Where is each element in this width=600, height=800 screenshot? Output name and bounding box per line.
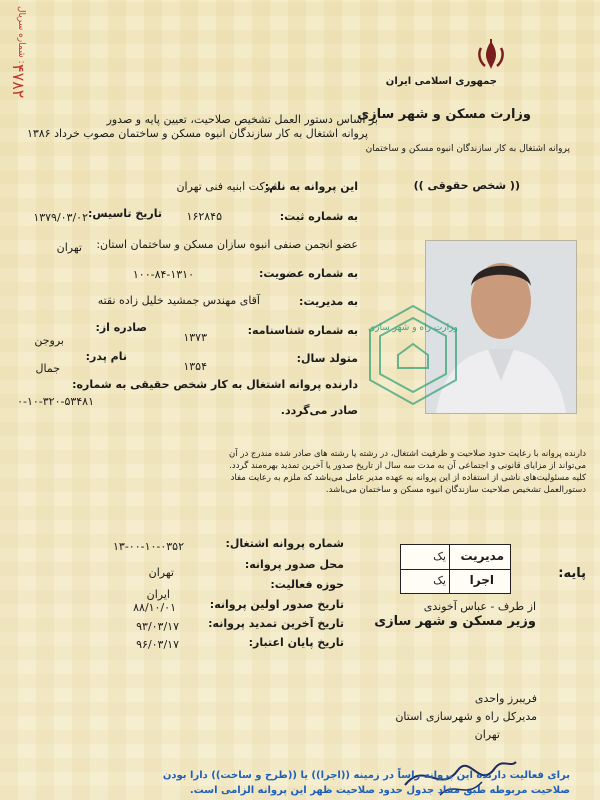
birth-label: متولد سال:	[296, 352, 358, 365]
first-issue-label: تاریخ صدور اولین پروانه:	[209, 598, 344, 611]
intro-line-1: بر اساس دستور العمل تشخیص صلاحیت، تعیین پایه و صدور	[106, 113, 378, 126]
serial-number	[6, 6, 28, 126]
on-behalf-text: از طرف - عباس آخوندی	[423, 600, 536, 613]
member-value: تهران	[56, 241, 82, 254]
signer-province: تهران	[474, 728, 500, 741]
serial-value: ۴۷۸۲	[9, 64, 28, 99]
issue-place-label: محل صدور پروانه:	[244, 558, 344, 571]
notice-line-3: کلیه مسئولیت‌های ناشی از استفاده از این پروانه به عهده مدیر عامل می‌باشد که ملزم به رعایت مفاد	[230, 473, 586, 483]
official-stamp-icon	[358, 300, 468, 410]
iran-emblem-icon	[474, 38, 508, 72]
stamp-text: وزارت راه و شهر سازی	[368, 323, 458, 333]
name-label: این پروانه به نام:	[264, 180, 358, 193]
license-subtitle: پروانه اشتغال به کار سازندگان انبوه مسکن و ساختمان	[365, 144, 570, 154]
father-value: جمال	[35, 362, 60, 375]
scope-label: حوزه فعالیت:	[270, 578, 344, 591]
regnum-value: ۱۶۲۸۴۵	[186, 210, 222, 223]
license-number-label: شماره پروانه اشتغال:	[225, 537, 344, 550]
signer-title: مدیرکل راه و شهرسازی استان	[395, 710, 537, 723]
issued-from-value: بروجن	[34, 334, 64, 347]
footer-line-2: صلاحیت مربوطه طبق مفاد جدول حدود صلاحیت ظهر این پروانه الزامی است.	[189, 785, 570, 796]
notice-line-1: دارنده پروانه با رعایت حدود صلاحیت و ظرفیت اشتغال، در رشته یا رشته های صادر شده مندرج در آن	[229, 449, 586, 459]
intro-line-2: پروانه اشتغال به کار سازندگان انبوه مسکن و ساختمان مصوب خرداد ۱۳۸۶	[26, 127, 368, 140]
footer-line-1: برای فعالیت دارنده این پروانه راساً در زمینه ((اجرا)) یا ((طرح و ساخت)) دارا بودن	[162, 770, 570, 781]
grade-table	[400, 544, 511, 594]
founded-label: تاریخ تاسیس:	[88, 207, 162, 220]
signer-name: فریبرز واحدی	[474, 692, 537, 705]
ministry-title: وزارت مسکن و شهر سازی	[357, 107, 531, 122]
expiry-value: ۹۶/۰۳/۱۷	[136, 638, 179, 651]
first-issue-value: ۸۸/۱۰/۰۱	[133, 601, 176, 614]
grade-row	[401, 545, 510, 570]
issue-place-value: تهران	[148, 566, 174, 579]
holder-value: ۰-۱۰-۳۲۰-۵۳۴۸۱	[17, 395, 94, 408]
holder-label: دارنده پروانه اشتغال به کار شخص حقیقی به شماره:	[72, 378, 358, 391]
issued-from-label: صادره از:	[95, 321, 147, 334]
father-label: نام پدر:	[85, 350, 127, 363]
membership-value: ۱۰۰-۸۴-۱۳۱۰	[132, 268, 194, 281]
entity-type: (( شخص حقوقی ))	[413, 179, 520, 192]
grade-value: یک	[433, 550, 446, 563]
notice-paragraph	[16, 448, 586, 496]
license-number-value: ۱۳-۰۰-۱۰-۰۳۵۲	[113, 540, 184, 553]
id-value: ۱۳۷۳	[183, 331, 207, 344]
membership-label: به شماره عضویت:	[258, 267, 358, 280]
notice-line-4: دستورالعمل تشخیص صلاحیت سازندگان انبوه مسکن و ساختمان می‌باشد.	[325, 485, 586, 495]
expiry-label: تاریخ پایان اعتبار:	[248, 636, 344, 649]
issued-text: صادر می‌گردد.	[280, 404, 358, 417]
scope-value: ایران	[146, 588, 170, 601]
grade-label: پایه:	[558, 566, 586, 581]
manager-value: آقای مهندس جمشید خلیل زاده نقته	[97, 294, 260, 307]
manager-label: به مدیریت:	[299, 295, 358, 308]
grade-value: یک	[433, 574, 446, 587]
last-renewal-label: تاریخ آخرین تمدید پروانه:	[208, 617, 344, 630]
founded-value: ۱۳۷۹/۰۳/۰۲	[33, 211, 88, 224]
minister-title: وزیر مسکن و شهر سازی	[374, 614, 536, 629]
notice-line-2: می‌تواند از مزایای قانونی و اجتماعی آن به مدت سه سال از تاریخ صدور یا آخرین تمدید بهره‌مند گردد.	[229, 461, 586, 471]
republic-title: جمهوری اسلامی ایران	[385, 76, 497, 87]
last-renewal-value: ۹۳/۰۳/۱۷	[136, 620, 179, 633]
grade-field: مدیریت	[460, 549, 504, 563]
member-label: عضو انجمن صنفی انبوه سازان مسکن و ساختمان استان:	[96, 238, 358, 251]
birth-value: ۱۳۵۴	[183, 360, 207, 373]
grade-field: اجرا	[469, 573, 494, 587]
serial-label: شماره سریال :	[16, 6, 26, 64]
grade-row	[401, 569, 510, 593]
regnum-label: به شماره ثبت:	[279, 210, 358, 223]
name-value: شرکت ابنیه فنی تهران	[176, 180, 280, 193]
id-label: به شماره شناسنامه:	[247, 324, 358, 337]
